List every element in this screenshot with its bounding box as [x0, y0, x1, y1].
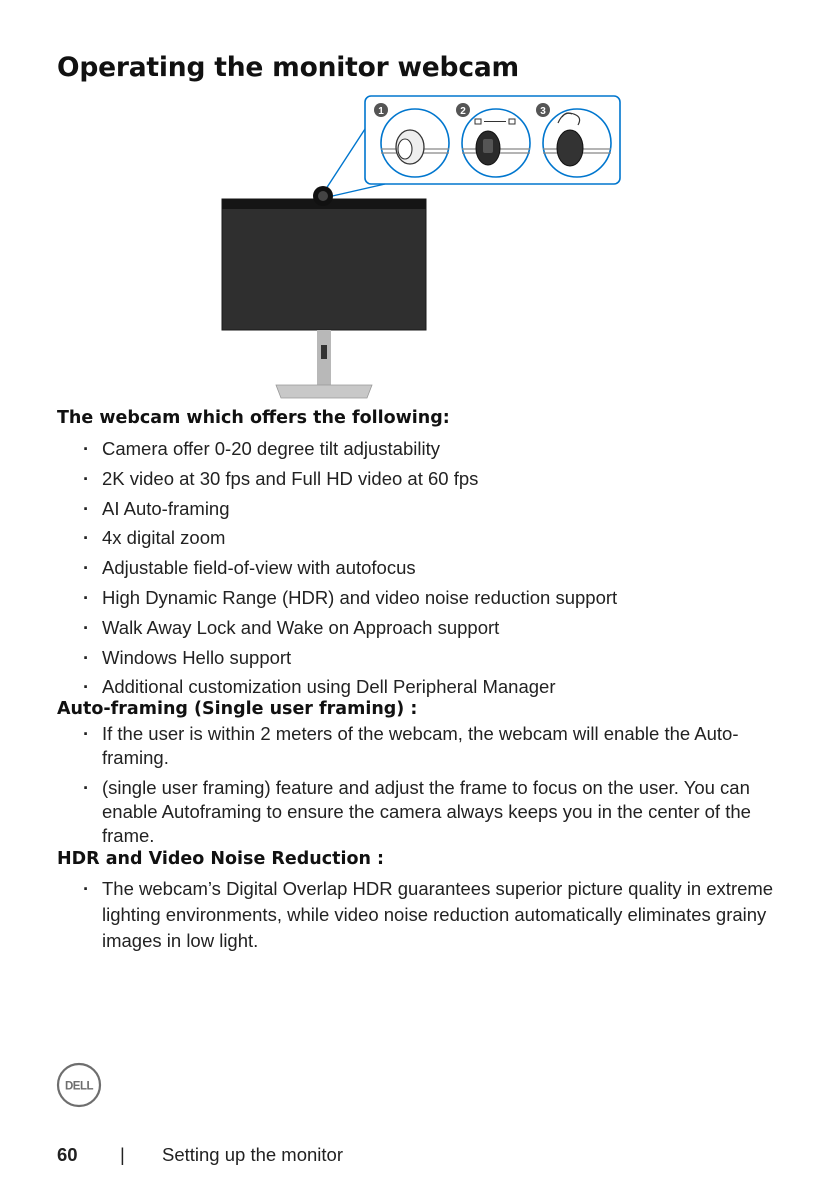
- list-item: · AI Auto-framing: [80, 497, 617, 521]
- callout-number-3: 3: [540, 106, 546, 117]
- callout-badge-2: [456, 103, 470, 117]
- list-item: · Windows Hello support: [80, 646, 617, 670]
- features-heading: The webcam which offers the following:: [57, 408, 450, 428]
- list-item: · (single user framing) feature and adjust the frame to focus on the user. You can enable Autoframing to ensure the camera always keeps you in the center of the frame.: [80, 776, 782, 848]
- page-number: 60: [57, 1144, 78, 1165]
- webcam-closeup-icon: [381, 109, 449, 177]
- footer-separator: |: [120, 1144, 125, 1165]
- callout-number-1: 1: [378, 106, 384, 117]
- list-item: · If the user is within 2 meters of the webcam, the webcam will enable the Auto-framing.: [80, 722, 782, 770]
- hdr-heading: HDR and Video Noise Reduction :: [57, 849, 385, 869]
- dell-logo-icon: [56, 1062, 102, 1108]
- monitor-webcam-figure: [200, 93, 640, 405]
- list-item: · Walk Away Lock and Wake on Approach support: [80, 616, 617, 640]
- features-list: [80, 437, 617, 705]
- list-item: · 2K video at 30 fps and Full HD video at 60 fps: [80, 467, 617, 491]
- list-item: · Camera offer 0-20 degree tilt adjustability: [80, 437, 617, 461]
- auto-framing-heading: Auto-framing (Single user framing) :: [57, 699, 418, 719]
- list-item: · The webcam’s Digital Overlap HDR guarantees superior picture quality in extreme lighting environments, while video noise reduction automatically eliminates grainy images in low light.: [80, 876, 792, 954]
- monitor-icon: [222, 186, 426, 398]
- webcam-front-icon: [462, 109, 530, 177]
- logo-text: DELL: [64, 1080, 94, 1093]
- list-item: · 4x digital zoom: [80, 526, 617, 550]
- webcam-tilt-icon: [543, 109, 611, 177]
- list-item: · Additional customization using Dell Peripheral Manager: [80, 675, 617, 699]
- page-title: Operating the monitor webcam: [57, 52, 519, 83]
- list-item: · Adjustable field-of-view with autofocus: [80, 556, 617, 580]
- callout-badge-3: [536, 103, 550, 117]
- list-item: · High Dynamic Range (HDR) and video noise reduction support: [80, 586, 617, 610]
- auto-framing-list: [80, 722, 782, 854]
- callout-number-2: 2: [460, 106, 466, 117]
- chapter-title: Setting up the monitor: [162, 1144, 343, 1165]
- hdr-list: [80, 876, 792, 954]
- callout-badge-1: [374, 103, 388, 117]
